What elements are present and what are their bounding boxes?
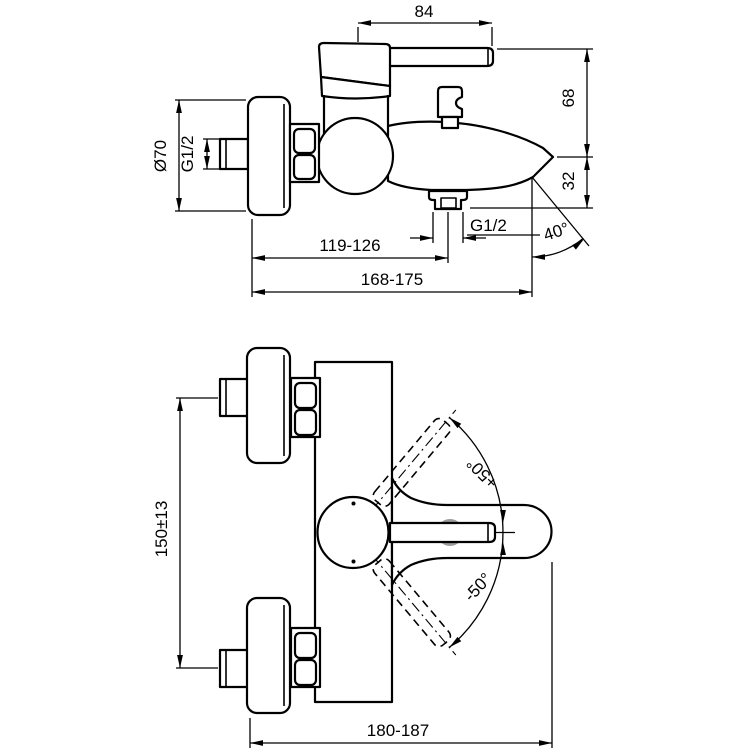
mixer-body <box>317 118 393 194</box>
plan-view <box>152 348 552 748</box>
spout <box>388 122 553 190</box>
dim-handle-length <box>358 2 492 46</box>
upper-wall-flange <box>220 348 320 463</box>
dim-119-126-label: 119-126 <box>319 236 381 255</box>
lower-wall-flange <box>220 598 320 713</box>
dim-180-187-label: 180-187 <box>366 721 430 740</box>
dim-handle-length-label: 84 <box>414 2 434 21</box>
side-view <box>151 2 593 297</box>
dim-150-label: 150±13 <box>152 500 171 558</box>
wall-flange <box>248 97 290 215</box>
outlet-fitting <box>429 191 467 209</box>
dim-168-175-label: 168-175 <box>360 270 424 289</box>
dim-inlet-thread <box>178 136 221 173</box>
dim-minus50-label: -50° <box>460 569 496 606</box>
connector-nut <box>290 124 319 182</box>
dim-outlet-thread-label: G1/2 <box>470 216 507 235</box>
inlet-stub <box>220 139 248 169</box>
dim-wall-to-tip <box>252 177 532 297</box>
dim-outlet-thread <box>410 212 540 243</box>
handle-dome <box>318 497 389 568</box>
dim-pipe-spacing <box>152 398 218 668</box>
dim-32-label: 32 <box>559 171 578 191</box>
dim-68-label: 68 <box>559 88 578 108</box>
dim-dia70-label: Ø70 <box>151 139 170 173</box>
diverter-knob <box>438 87 462 128</box>
dim-plus50-label: +50° <box>462 453 502 493</box>
dim-40-label: 40° <box>541 218 572 245</box>
dim-inlet-thread-label: G1/2 <box>178 135 197 173</box>
